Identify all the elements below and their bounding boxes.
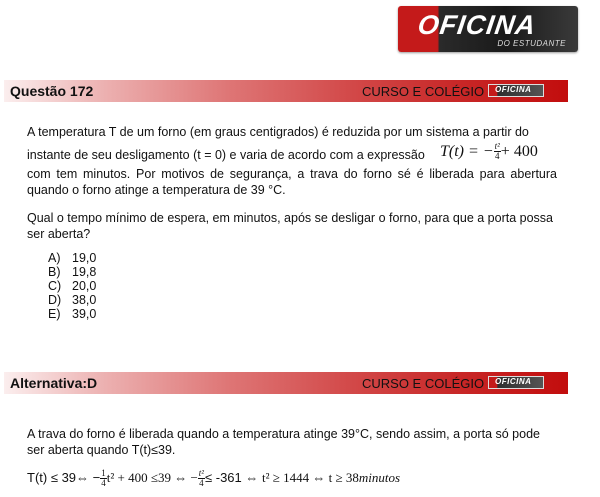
question-title: Questão 172 <box>10 83 94 99</box>
answer-explanation: A trava do forno é liberada quando a temperatura atinge 39°C, sendo assim, a porta só pode ser aberta quando T(t)≤39. <box>27 427 540 457</box>
question-line-2: instante de seu desligamento (t = 0) e varia de acordo com a expressão <box>27 148 425 162</box>
question-header-bar <box>4 80 568 102</box>
option-a: A) 19,0 <box>48 251 97 265</box>
option-b: B) 19,8 <box>48 265 97 279</box>
question-paragraph-rest: com tem minutos. Por motivos de segurança, a trava do forno sé é liberada para abertura quando o forno atinge a temperatura de 39 °C. <box>27 167 557 197</box>
course-label: CURSO E COLÉGIO <box>362 376 485 391</box>
logo-brand: OFICINA <box>415 10 539 40</box>
oficina-logo <box>398 6 578 52</box>
question-prompt: Qual o tempo mínimo de espera, em minutos, após se desligar o forno, para que a porta possa ser aberta? <box>27 211 553 241</box>
logo-subtitle: DO ESTUDANTE <box>497 39 566 48</box>
option-c: C) 20,0 <box>48 279 97 293</box>
mini-logo: OFICINA <box>488 84 544 97</box>
answer-derivation: T(t) ≤ 39⇔ − $\frac{1}{4}$ t² + 400 ≤39 ⇔ − $\frac{\text{t²}}{4}$ ≤ -361 ⇔ t² ≥ 1444 ⇔ t ≥ 38minutos <box>27 468 401 489</box>
answer-title: Alternativa:D <box>10 375 98 391</box>
option-d: D) 38,0 <box>48 293 97 307</box>
option-e: E) 39,0 <box>48 307 97 321</box>
question-formula: T(t) = − $\frac{\text{t²}}{4}$ + 400 <box>440 141 538 162</box>
course-label: CURSO E COLÉGIO <box>362 84 485 99</box>
answer-options <box>48 251 96 321</box>
mini-logo: OFICINA <box>488 376 544 389</box>
answer-header-bar <box>4 372 568 394</box>
question-line-1: A temperatura T de um forno (em graus centigrados) é reduzida por um sistema a partir do <box>27 125 529 139</box>
